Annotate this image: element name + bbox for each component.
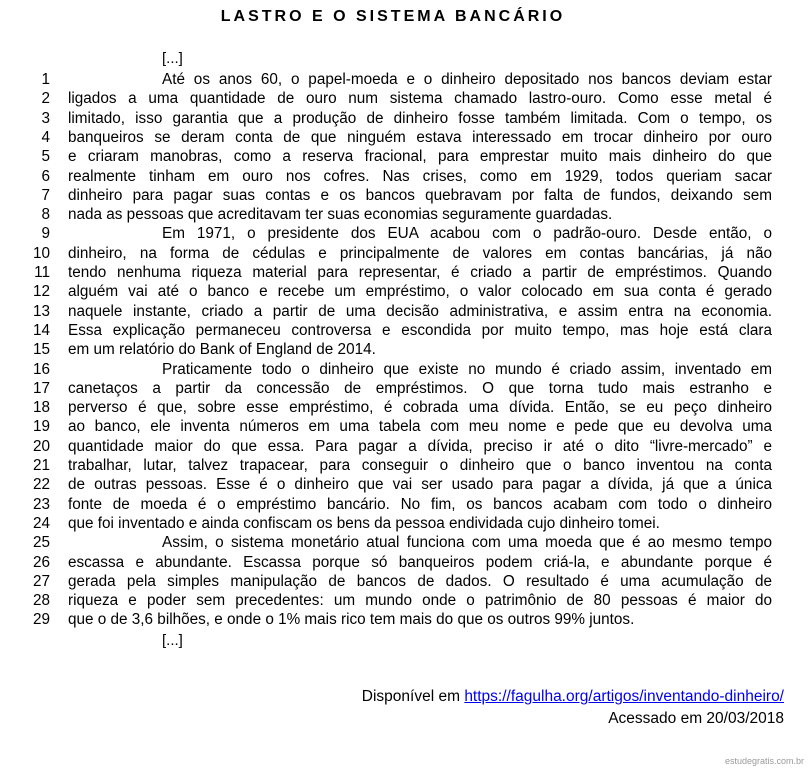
line-text: tendo nenhuma riqueza material para representar, é criado a partir de empréstimos. Quando [68, 264, 772, 281]
line-number: 20 [32, 437, 50, 455]
line-text: naquele instante, criado a partir de uma decisão administrativa, e assim entra na economia. [68, 302, 772, 320]
line-number: 21 [32, 457, 50, 474]
line-text: que o de 3,6 bilhões, e onde o 1% mais rico tem mais do que os outros 99% juntos. [68, 611, 635, 629]
line-number: 1 [41, 71, 50, 88]
line-text: Em 1971, o presidente dos EUA acabou com o padrão-ouro. Desde então, o [162, 225, 772, 243]
text-line [0, 553, 812, 572]
watermark: estudegratis.com.br [724, 756, 804, 766]
access-date: Acessado em 20/03/2018 [608, 710, 784, 727]
line-text: limitado, isso garantia que a produção de dinheiro fosse também limitada. Com o tempo, os [68, 109, 772, 127]
line-text: banqueiros se deram conta de que ninguém estava interessado em trocar dinheiro por ouro [68, 128, 772, 146]
line-text: Essa explicação permaneceu controversa e escondida por muito tempo, mas hoje está clara [68, 321, 772, 339]
line-text: nada as pessoas que acreditavam ter suas economias seguramente guardadas. [68, 206, 613, 224]
text-line [0, 610, 812, 629]
line-text: perverso é que, sobre esse empréstimo, é cobrada uma dívida. Então, se eu peço dinheiro [68, 399, 772, 417]
line-number: 7 [41, 186, 50, 204]
line-number: 5 [41, 148, 50, 166]
line-number: 28 [32, 592, 50, 610]
text-line [0, 128, 812, 147]
document-title: LASTRO E O SISTEMA BANCÁRIO [220, 8, 566, 25]
line-text: canetaços a partir da concessão de empréstimos. O que torna tudo mais estranho e [68, 379, 772, 397]
line-number: 26 [32, 553, 50, 571]
line-text: que foi inventado e ainda confiscam os bens da pessoa endividada cujo dinheiro tomei. [68, 514, 660, 532]
line-text: Assim, o sistema monetário atual funciona com uma moeda que é ao mesmo tempo [162, 534, 772, 552]
text-line [0, 495, 812, 514]
line-number: 23 [32, 495, 50, 513]
line-number: 25 [32, 534, 50, 552]
line-number: 8 [41, 206, 50, 224]
text-line [0, 514, 812, 533]
line-text: Praticamente todo o dinheiro que existe no mundo é criado assim, inventado em [162, 360, 772, 378]
text-line [0, 572, 812, 591]
line-text: ligados a uma quantidade de ouro num sistema chamado lastro-ouro. Como esse metal é [68, 90, 772, 108]
line-text: gerada pela simples manipulação de bancos de dados. O resultado é uma acumulação de [68, 572, 772, 590]
line-number: 6 [41, 167, 50, 185]
source-link[interactable]: https://fagulha.org/artigos/inventando-dinheiro/ [464, 688, 784, 705]
line-number: 22 [32, 476, 50, 494]
line-number: 17 [32, 379, 50, 397]
line-text: ao banco, ele inventa números em uma tabela com meu nome e pede que eu devolva uma [68, 418, 772, 436]
text-line [0, 360, 812, 379]
line-number: 18 [32, 399, 50, 417]
line-text: trabalhar, lutar, talvez trapacear, para conseguir o dinheiro que o banco inventou na conta [68, 457, 772, 474]
text-line [0, 167, 812, 186]
text-line [0, 533, 812, 552]
line-number: 15 [32, 341, 50, 359]
line-number: 14 [32, 321, 50, 339]
line-text: e criaram manobras, como a reserva fracional, para emprestar muito mais dinheiro do que [68, 148, 772, 166]
text-line [0, 591, 812, 610]
line-text: fonte de moeda é o empréstimo bancário. No fim, os bancos acabam com todo o dinheiro [68, 495, 772, 513]
text-line [0, 340, 812, 359]
line-text: quantidade maior do que essa. Para pagar a dívida, preciso ir até o dito “livre-mercado” e [68, 437, 772, 455]
text-line [0, 109, 812, 128]
text-line [0, 147, 812, 166]
line-text: dinheiro, na forma de cédulas e principalmente de valores em contas bancárias, já não [68, 244, 772, 262]
text-line [0, 475, 812, 494]
line-number: 13 [32, 302, 50, 320]
line-number: 24 [32, 514, 50, 532]
line-text: riqueza e poder sem precedentes: um mundo onde o patrimônio de 80 pessoas é maior do [68, 592, 772, 610]
line-text: dinheiro para pagar suas contas e os bancos quebravam por falta de fundos, deixando sem [68, 186, 772, 204]
source-citation [362, 688, 784, 706]
line-number: 12 [32, 283, 50, 301]
text-line [0, 186, 812, 205]
line-number: 3 [41, 109, 50, 127]
ellipsis-top: [...] [162, 50, 183, 67]
text-line [0, 302, 812, 321]
text-line [0, 398, 812, 417]
text-line [0, 456, 812, 475]
ellipsis-bottom: [...] [162, 632, 183, 649]
text-line [0, 224, 812, 243]
text-line [0, 89, 812, 108]
line-number: 4 [41, 128, 50, 146]
text-line [0, 417, 812, 436]
source-prefix: Disponível em [361, 688, 465, 705]
line-text: realmente tinham em ouro nos cofres. Nas crises, como em 1929, todos queriam sacar [68, 167, 772, 185]
line-text: Até os anos 60, o papel-moeda e o dinheiro depositado nos bancos deviam estar [162, 71, 772, 88]
text-line [0, 282, 812, 301]
text-line [0, 321, 812, 340]
text-line [0, 70, 812, 89]
line-number: 29 [32, 611, 50, 629]
line-number: 27 [32, 572, 50, 590]
line-text: de outras pessoas. Esse é o dinheiro que vai ser usado para pagar a dívida, já que a única [68, 476, 772, 494]
text-line [0, 379, 812, 398]
text-line [0, 244, 812, 263]
line-text: escassa e abundante. Escassa porque só banqueiros podem criá-la, e abundante porque é [68, 553, 772, 571]
line-number: 9 [41, 225, 50, 243]
text-line [0, 205, 812, 224]
line-number: 2 [41, 90, 50, 108]
line-number: 10 [32, 244, 50, 262]
text-line [0, 437, 812, 456]
line-text: em um relatório do Bank of England de 2014. [68, 341, 376, 359]
line-number: 16 [32, 360, 50, 378]
line-number: 11 [34, 264, 50, 281]
text-line [0, 263, 812, 282]
line-number: 19 [32, 418, 50, 436]
line-text: alguém vai até o banco e recebe um empréstimo, o valor colocado em sua conta é gerado [68, 283, 772, 301]
